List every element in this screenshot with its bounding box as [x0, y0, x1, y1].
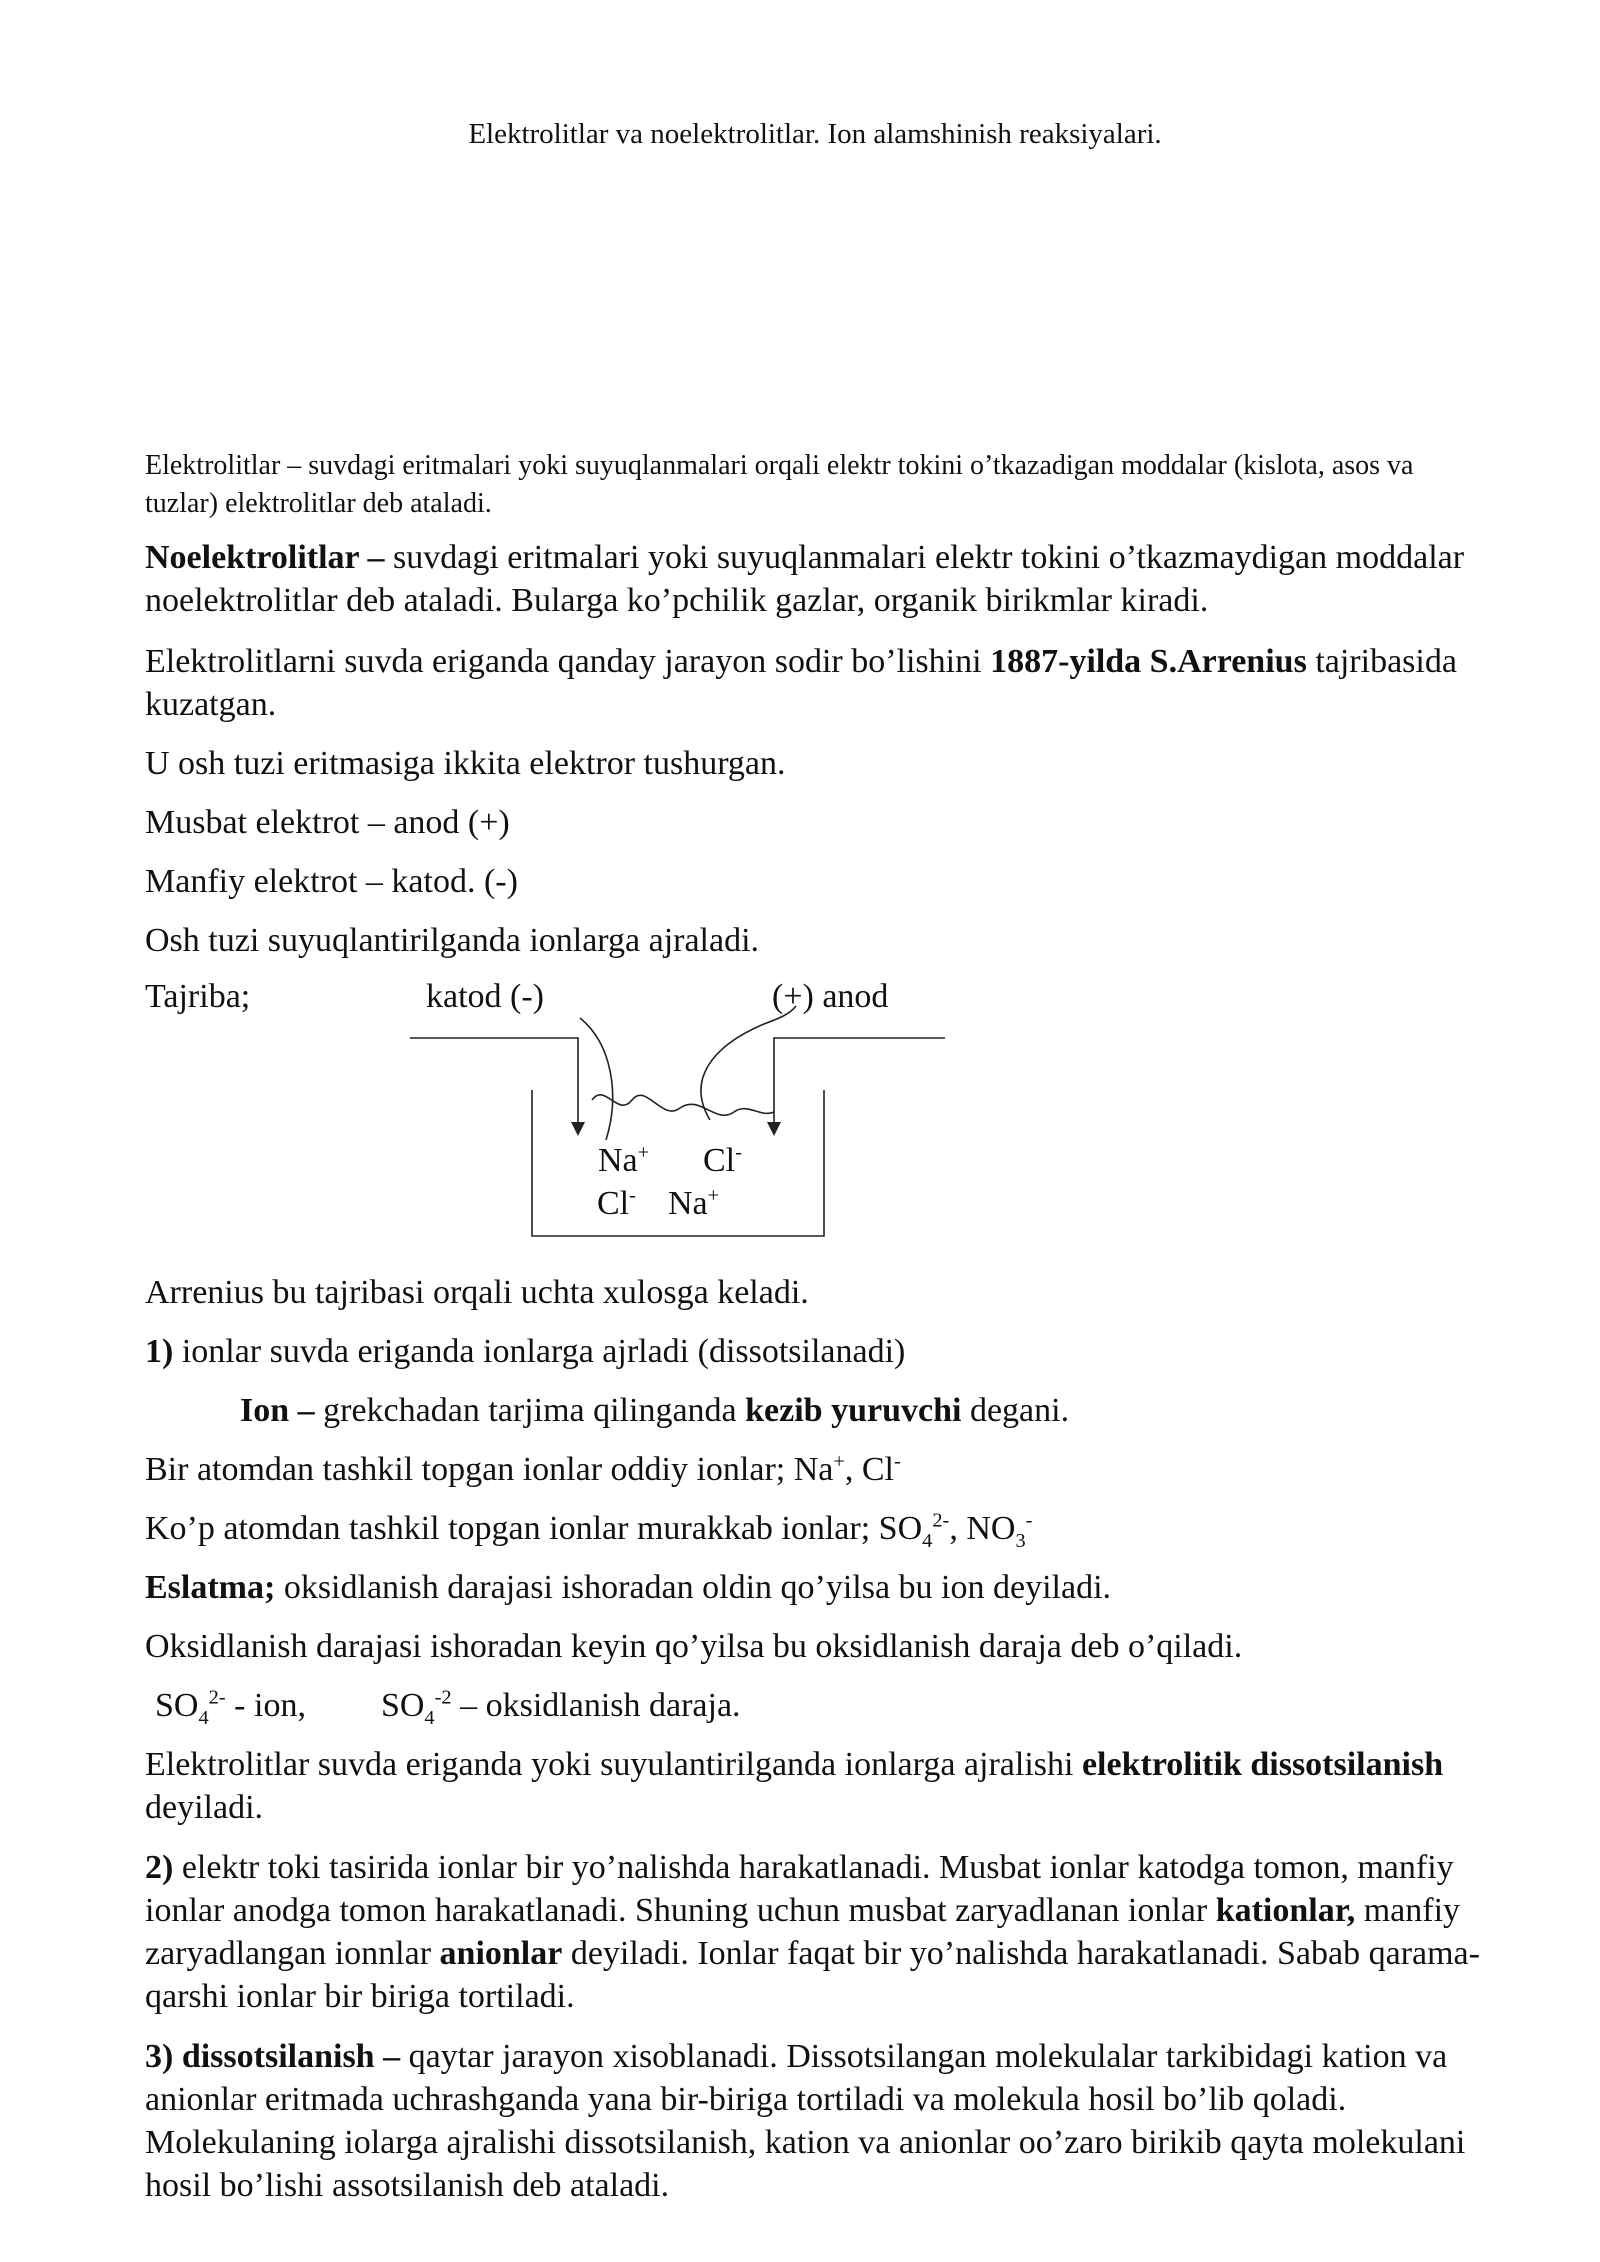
- anode-wire: [774, 1038, 945, 1125]
- term-noelektrolitlar: Noelektrolitlar –: [145, 539, 385, 576]
- cathode-wire: [410, 1038, 578, 1125]
- liquid-surface: [592, 1095, 774, 1115]
- paragraph-conclusion-3: 3) dissotsilanish – qaytar jarayon xisoblanadi. Dissotsilangan molekulalar tarkibidagi kation va anionlar eritmada uchrashganda yana bir-biriga tortiladi va molekula hosil bo’lib qoladi. Molekulaning iolarga ajralishi dissotsilanish, kation va anionlar oo’zaro birikib qayta molekulani hosil bo’lishi assotsilanish deb ataladi.: [145, 2038, 1466, 2204]
- paragraph-complex-ions: Ko’p atomdan tashkil topgan ionlar murakkab ionlar; $SO_4^{2-}$, $NO_3^-$: [145, 1509, 1033, 1552]
- diagram-label-anod: (+) anod: [772, 978, 889, 1015]
- ion-na-plus-1: Na+: [598, 1141, 650, 1179]
- paragraph-elektrolitik-dissotsilanish: Elektrolitlar suvda eriganda yoki suyulantirilganda ionlarga ajralishi elektrolitik dissotsilanish deyiladi.: [145, 1746, 1444, 1826]
- paragraph-osh-tuzi: Osh tuzi suyuqlantirilganda ionlarga ajraladi.: [145, 922, 760, 959]
- paragraph-noelektrolitlar: Noelektrolitlar – suvdagi eritmalari yoki suyuqlanmalari elektr tokini o’tkazmaydigan moddalar noelektrolitlar deb ataladi. Bularga ko’pchilik gazlar, organik birikmlar kiradi.: [145, 539, 1465, 619]
- wire-curve-1: [580, 1018, 613, 1140]
- paragraph-arrenius: Elektrolitlarni suvda eriganda qanday jarayon sodir bo’lishini 1887-yilda S.Arrenius tajribasida kuzatgan.: [145, 643, 1457, 723]
- paragraph-electrodes: U osh tuzi eritmasiga ikkita elektror tushurgan.: [145, 745, 786, 782]
- diagram-label-tajriba: Tajriba;: [145, 978, 251, 1015]
- paragraph-conclusion-1: 1) ionlar suvda eriganda ionlarga ajrladi (dissotsilanadi): [145, 1333, 906, 1370]
- paragraph-xulosa: Arrenius bu tajribasi orqali uchta xulosga keladi.: [145, 1274, 809, 1311]
- paragraph-ion-definition: Ion – grekchadan tarjima qilinganda kezib yuruvchi degani.: [240, 1392, 1070, 1429]
- anode-arrowhead: [767, 1122, 781, 1136]
- paragraph-conclusion-2: 2) elektr toki tasirida ionlar bir yo’nalishda harakatlanadi. Musbat ionlar katodga tomon, manfiy ionlar anodga tomon harakatlanadi. Shuning uchun musbat zaryadlanan ionlar kationlar, manfiy zaryadlangan ionnlar anionlar deyiladi. Ionlar faqat bir yo’nalishda harakatlanadi. Sabab qarama-qarshi ionlar bir biriga tortiladi.: [145, 1849, 1480, 2015]
- paragraph-simple-ions: Bir atomdan tashkil topgan ionlar oddiy ionlar; Na+, Cl-: [145, 1450, 901, 1488]
- paragraph-elektrolitlar-definition: Elektrolitlar – suvdagi eritmalari yoki suyuqlanmalari orqali elektr tokini o’tkazadigan moddalar (kislota, asos va tuzlar) elektrolitlar deb ataladi.: [145, 450, 1414, 519]
- paragraph-oksidlanish: Oksidlanish darajasi ishoradan keyin qo’yilsa bu oksidlanish daraja deb o’qiladi.: [145, 1628, 1243, 1665]
- wire-curve-2: [701, 1006, 796, 1120]
- diagram-label-katod: katod (-): [426, 978, 545, 1015]
- paragraph-katod: Manfiy elektrot – katod. (-): [145, 863, 518, 900]
- paragraph-eslatma: Eslatma; oksidlanish darajasi ishoradan oldin qo’yilsa bu ion deyiladi.: [145, 1569, 1112, 1606]
- paragraph-so4-example: $SO_4^{2-}$ - ion, $SO_4^{-2}$ – oksidlanish daraja.: [155, 1686, 741, 1729]
- document-title: Elektrolitlar va noelektrolitlar. Ion alamshinish reaksiyalari.: [468, 118, 1162, 150]
- ion-cl-minus-2: Cl-: [597, 1184, 636, 1222]
- paragraph-anod: Musbat elektrot – anod (+): [145, 804, 510, 841]
- ion-cl-minus-1: Cl-: [703, 1141, 742, 1179]
- arrenius-year: 1887-yilda S.Arrenius: [990, 643, 1307, 680]
- cathode-arrowhead: [571, 1122, 585, 1136]
- ion-na-plus-2: Na+: [668, 1184, 720, 1222]
